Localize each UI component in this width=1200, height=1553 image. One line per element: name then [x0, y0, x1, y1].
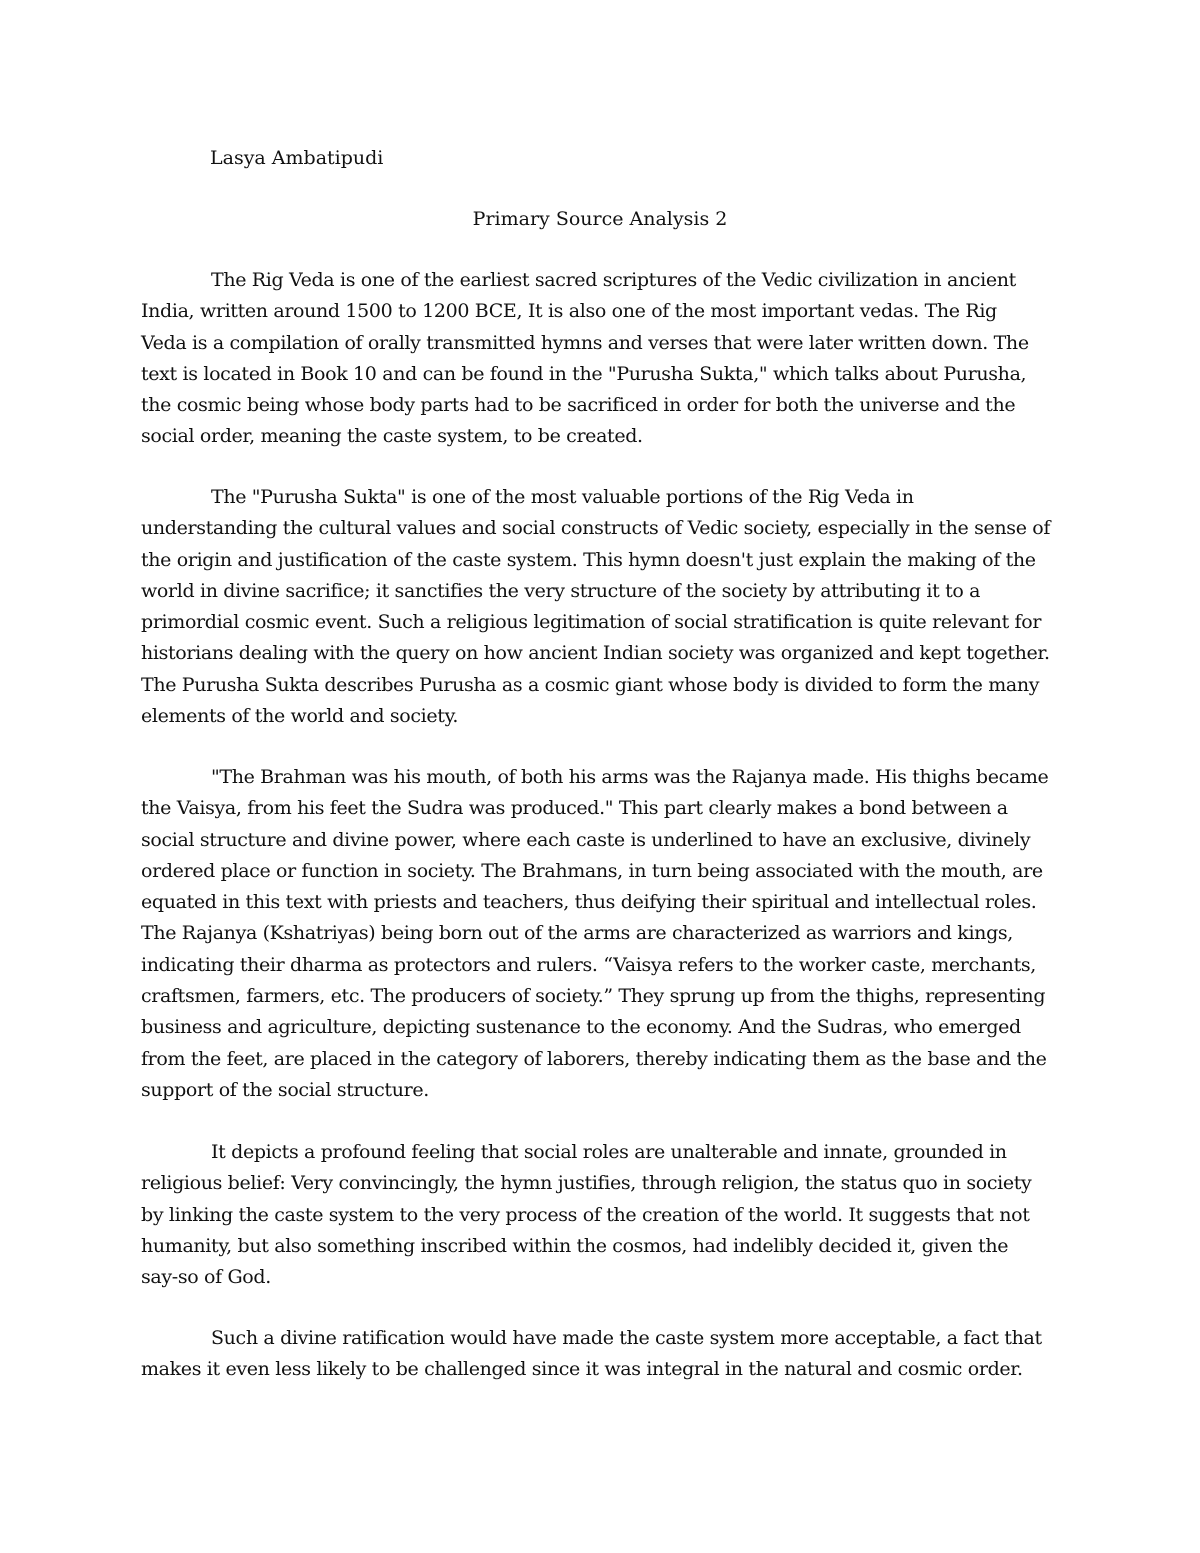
paragraph-line: primordial cosmic event. Such a religious legitimation of social stratification is quite relevant for [141, 611, 1042, 634]
paragraph-line: from the feet, are placed in the category of laborers, thereby indicating them as the base and the [141, 1047, 1047, 1070]
paragraph-line: support of the social structure. [141, 1078, 429, 1101]
paragraph-4 [141, 1137, 1071, 1293]
paragraph-line: makes it even less likely to be challenged since it was integral in the natural and cosmic order. [141, 1358, 1023, 1381]
paragraph-line: say-so of God. [141, 1266, 271, 1289]
paragraph-line: It depicts a profound feeling that social roles are unalterable and innate, grounded in [211, 1141, 1007, 1163]
paragraph-line: understanding the cultural values and social constructs of Vedic society, especially in the sense of [141, 517, 1051, 540]
paragraph-line: the Vaisya, from his feet the Sudra was produced." This part clearly makes a bond between a [141, 797, 1008, 820]
paragraph-3 [141, 762, 1071, 1106]
paragraph-line: The Purusha Sukta describes Purusha as a cosmic giant whose body is divided to form the many [141, 673, 1040, 696]
paragraph-line: the origin and justification of the caste system. This hymn doesn't just explain the making of the [141, 548, 1036, 571]
paragraph-line: religious belief: Very convincingly, the hymn justifies, through religion, the status quo in society [141, 1172, 1032, 1195]
paragraph-line: by linking the caste system to the very process of the creation of the world. It suggests that not [141, 1203, 1030, 1226]
paragraph-line: social order, meaning the caste system, to be created. [141, 425, 643, 448]
paragraph-line: humanity, but also something inscribed within the cosmos, had indelibly decided it, given the [141, 1234, 1009, 1257]
paragraph-line: The "Purusha Sukta" is one of the most valuable portions of the Rig Veda in [211, 486, 914, 508]
paragraph-line: historians dealing with the query on how ancient Indian society was organized and kept together. [141, 642, 1050, 665]
paragraph-line: The Rig Veda is one of the earliest sacred scriptures of the Vedic civilization in ancient [211, 269, 1016, 291]
paragraph-line: Veda is a compilation of orally transmitted hymns and verses that were later written down. The [141, 331, 1029, 354]
paragraph-line: equated in this text with priests and teachers, thus deifying their spiritual and intellectual roles. [141, 891, 1037, 914]
paragraph-line: The Rajanya (Kshatriyas) being born out of the arms are characterized as warriors and kings, [141, 922, 1013, 945]
document-title: Primary Source Analysis 2 [472, 208, 728, 230]
paragraph-1 [141, 265, 1071, 453]
paragraph-5 [141, 1323, 1071, 1386]
paragraph-2 [141, 482, 1071, 732]
paragraph-line: world in divine sacrifice; it sanctifies the very structure of the society by attributing it to a [141, 579, 981, 602]
paragraph-line: Such a divine ratification would have made the caste system more acceptable, a fact that [211, 1327, 1042, 1349]
paragraph-line: elements of the world and society. [141, 705, 459, 728]
paragraph-line: craftsmen, farmers, etc. The producers of society.” They sprung up from the thighs, representing [141, 985, 1046, 1008]
author-name: Lasya Ambatipudi [210, 147, 384, 169]
paragraph-line: text is located in Book 10 and can be found in the "Purusha Sukta," which talks about Purusha, [141, 362, 1027, 385]
paragraph-line: business and agriculture, depicting sustenance to the economy. And the Sudras, who emerged [141, 1016, 1021, 1039]
paragraph-line: "The Brahman was his mouth, of both his arms was the Rajanya made. His thighs became [211, 766, 1049, 788]
paragraph-line: the cosmic being whose body parts had to be sacrificed in order for both the universe and the [141, 394, 1016, 417]
paragraph-line: ordered place or function in society. The Brahmans, in turn being associated with the mouth, are [141, 859, 1043, 882]
paragraph-line: indicating their dharma as protectors and rulers. “Vaisya refers to the worker caste, merchants, [141, 953, 1036, 976]
paragraph-line: social structure and divine power, where each caste is underlined to have an exclusive, divinely [141, 828, 1031, 851]
paragraph-line: India, written around 1500 to 1200 BCE, It is also one of the most important vedas. The Rig [141, 300, 997, 323]
